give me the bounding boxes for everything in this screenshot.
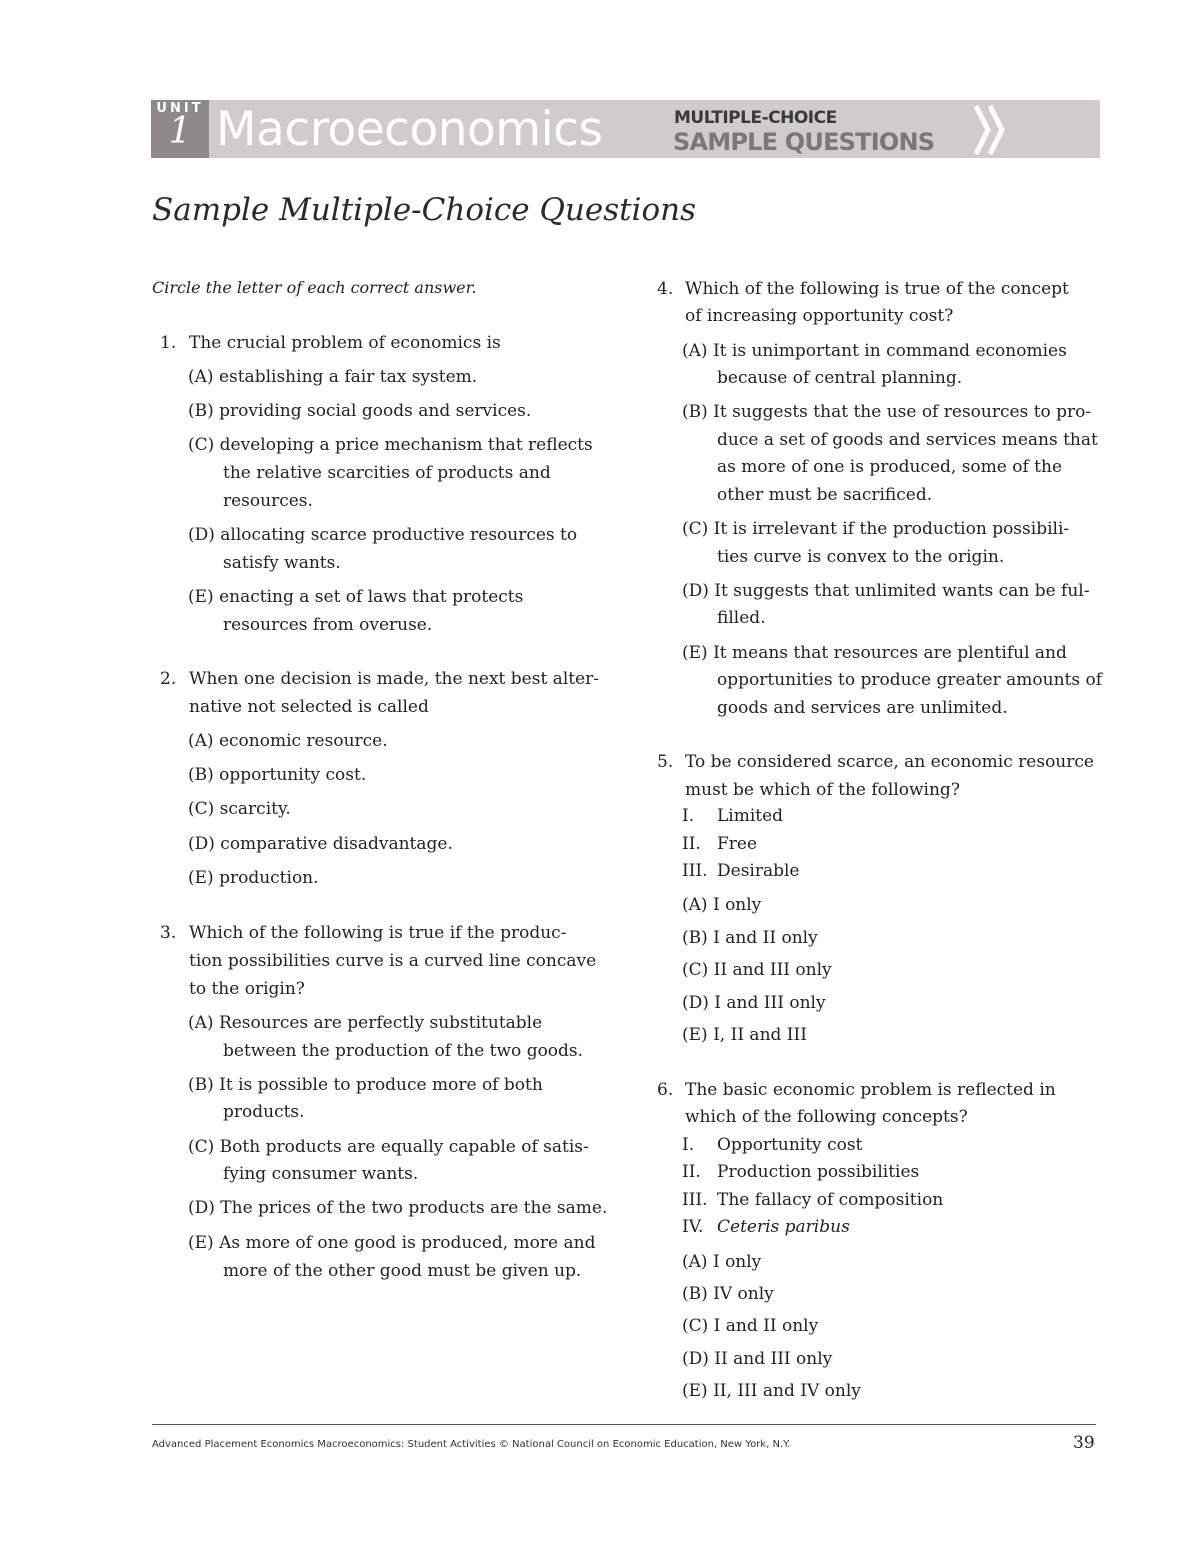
question-1-option-d[interactable]: (D) allocating scarce productive resources to <box>188 525 578 545</box>
question-6-roman-4-text: Ceteris paribus <box>717 1217 850 1237</box>
question-4-option-b-line4: other must be sacrificed. <box>717 485 933 505</box>
question-2-stem-line2: native not selected is called <box>189 697 429 717</box>
question-5-option-c[interactable]: (C) II and III only <box>682 960 832 980</box>
question-3-option-c-line2: fying consumer wants. <box>223 1164 419 1184</box>
question-5-number: 5. <box>657 752 674 772</box>
question-4-option-b-line3: as more of one is produced, some of the <box>717 457 1063 477</box>
question-4-option-a-line2: because of central planning. <box>717 368 963 388</box>
question-6-stem: The basic economic problem is reflected in <box>685 1080 1056 1100</box>
question-3-option-e-line2: more of the other good must be given up. <box>223 1261 582 1281</box>
question-6-roman-1: I. <box>682 1135 695 1155</box>
question-1-option-a[interactable]: (A) establishing a fair tax system. <box>188 367 478 387</box>
question-4-stem: Which of the following is true of the concept <box>685 279 1069 299</box>
question-6-number: 6. <box>657 1080 674 1100</box>
question-1-number: 1. <box>160 333 177 353</box>
question-1-option-c-line2: the relative scarcities of products and <box>223 463 551 483</box>
question-6-option-c[interactable]: (C) I and II only <box>682 1316 819 1336</box>
question-4-option-a[interactable]: (A) It is unimportant in command economies <box>682 341 1067 361</box>
question-5-option-b[interactable]: (B) I and II only <box>682 928 818 948</box>
question-1-option-d-line2: satisfy wants. <box>223 553 341 573</box>
question-4-option-e-line2: opportunities to produce greater amounts of <box>717 670 1103 690</box>
question-6-roman-4: IV. <box>682 1217 704 1237</box>
question-1-option-b[interactable]: (B) providing social goods and services. <box>188 401 532 421</box>
question-1-option-e-line2: resources from overuse. <box>223 615 433 635</box>
question-6-roman-2: II. <box>682 1162 701 1182</box>
double-chevron-icon <box>972 102 1012 158</box>
question-5-roman-2: II. <box>682 834 701 854</box>
question-3-option-c[interactable]: (C) Both products are equally capable of satis- <box>188 1137 589 1157</box>
section-label-bottom: SAMPLE QUESTIONS <box>673 128 935 156</box>
question-1-stem: The crucial problem of economics is <box>189 333 501 353</box>
question-2-option-d[interactable]: (D) comparative disadvantage. <box>188 834 453 854</box>
question-3-option-b[interactable]: (B) It is possible to produce more of both <box>188 1075 543 1095</box>
question-6-option-d[interactable]: (D) II and III only <box>682 1349 833 1369</box>
question-5-stem-line2: must be which of the following? <box>685 780 960 800</box>
question-5-roman-3-text: Desirable <box>717 861 800 881</box>
question-6-stem-line2: which of the following concepts? <box>685 1107 968 1127</box>
question-6-option-b[interactable]: (B) IV only <box>682 1284 774 1304</box>
question-4-stem-line2: of increasing opportunity cost? <box>685 306 954 326</box>
question-3-stem-line2: tion possibilities curve is a curved line concave <box>189 951 597 971</box>
question-6-option-e[interactable]: (E) II, III and IV only <box>682 1381 861 1401</box>
question-3-stem: Which of the following is true if the produc- <box>189 923 567 943</box>
question-2-number: 2. <box>160 669 177 689</box>
question-5-roman-2-text: Free <box>717 834 758 854</box>
section-label-top: MULTIPLE-CHOICE <box>674 108 837 128</box>
question-6-roman-2-text: Production possibilities <box>717 1162 920 1182</box>
question-1-option-e[interactable]: (E) enacting a set of laws that protects <box>188 587 524 607</box>
question-3-option-e[interactable]: (E) As more of one good is produced, more and <box>188 1233 596 1253</box>
question-5-option-d[interactable]: (D) I and III only <box>682 993 826 1013</box>
unit-title: Macroeconomics <box>216 102 603 157</box>
question-3-option-a[interactable]: (A) Resources are perfectly substitutable <box>188 1013 543 1033</box>
question-5-roman-3: III. <box>682 861 708 881</box>
question-4-option-c-line2: ties curve is convex to the origin. <box>717 547 1005 567</box>
question-3-option-a-line2: between the production of the two goods. <box>223 1041 584 1061</box>
instructions: Circle the letter of each correct answer. <box>152 278 477 297</box>
question-4-option-c[interactable]: (C) It is irrelevant if the production possibili- <box>682 519 1070 539</box>
question-5-stem: To be considered scarce, an economic resource <box>685 752 1094 772</box>
question-3-number: 3. <box>160 923 177 943</box>
question-6-option-a[interactable]: (A) I only <box>682 1252 762 1272</box>
question-2-option-c[interactable]: (C) scarcity. <box>188 799 291 819</box>
question-4-option-d-line2: filled. <box>717 608 766 628</box>
footer-copyright: Advanced Placement Economics Macroeconomics: Student Activities © National Council on Economic Education, New York, N.Y. <box>152 1439 791 1450</box>
question-4-option-b-line2: duce a set of goods and services means that <box>717 430 1098 450</box>
question-2-stem: When one decision is made, the next best alter- <box>189 669 600 689</box>
question-1-option-c-line3: resources. <box>223 491 313 511</box>
question-3-option-d[interactable]: (D) The prices of the two products are the same. <box>188 1198 608 1218</box>
question-4-option-e[interactable]: (E) It means that resources are plentiful and <box>682 643 1067 663</box>
question-3-stem-line3: to the origin? <box>189 979 305 999</box>
question-4-number: 4. <box>657 279 674 299</box>
question-2-option-b[interactable]: (B) opportunity cost. <box>188 765 367 785</box>
question-3-option-b-line2: products. <box>223 1102 305 1122</box>
question-2-option-e[interactable]: (E) production. <box>188 868 319 888</box>
question-4-option-d[interactable]: (D) It suggests that unlimited wants can be ful- <box>682 581 1090 601</box>
question-2-option-a[interactable]: (A) economic resource. <box>188 731 388 751</box>
page-number: 39 <box>1073 1433 1095 1453</box>
unit-number: 1 <box>168 111 192 152</box>
question-6-roman-3: III. <box>682 1190 708 1210</box>
footer-divider <box>152 1424 1096 1425</box>
question-5-option-e[interactable]: (E) I, II and III <box>682 1025 807 1045</box>
question-5-option-a[interactable]: (A) I only <box>682 895 762 915</box>
question-4-option-e-line3: goods and services are unlimited. <box>717 698 1008 718</box>
page-title: Sample Multiple-Choice Questions <box>152 192 697 228</box>
question-6-roman-3-text: The fallacy of composition <box>717 1190 944 1210</box>
question-5-roman-1: I. <box>682 806 695 826</box>
question-5-roman-1-text: Limited <box>717 806 784 826</box>
question-1-option-c[interactable]: (C) developing a price mechanism that reflects <box>188 435 593 455</box>
unit-badge <box>151 100 209 158</box>
question-6-roman-1-text: Opportunity cost <box>717 1135 863 1155</box>
unit-label: UNIT <box>156 101 204 116</box>
question-4-option-b[interactable]: (B) It suggests that the use of resources to pro- <box>682 402 1092 422</box>
